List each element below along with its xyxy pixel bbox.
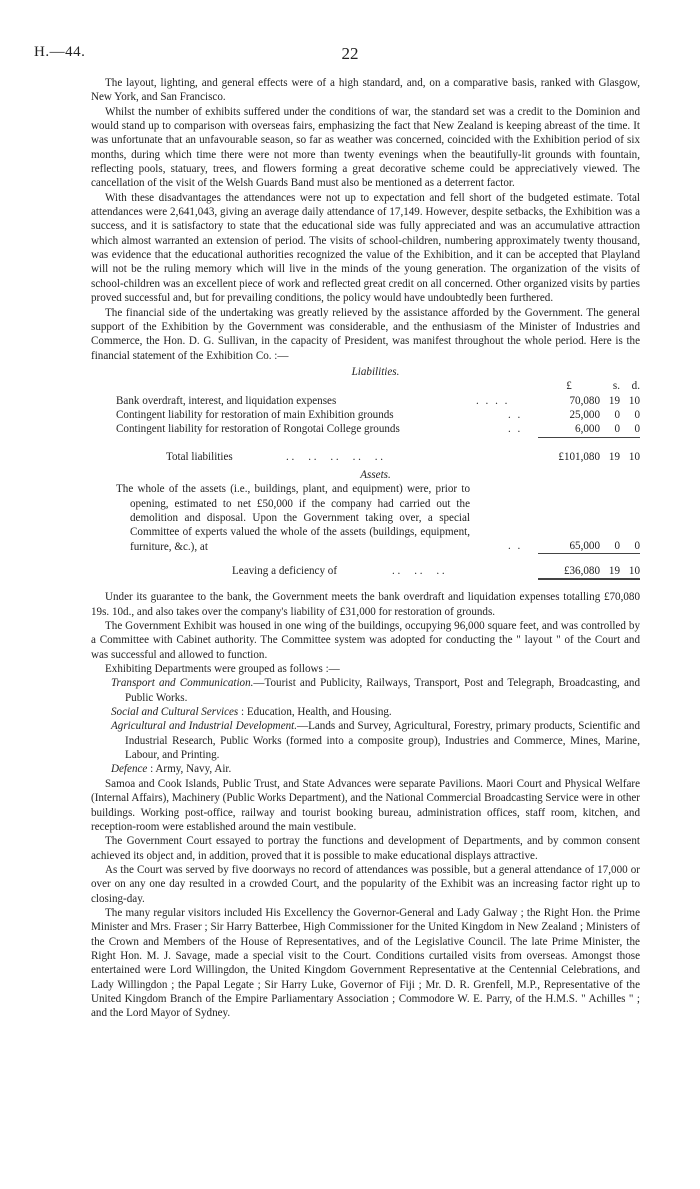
shillings-header: s. [612,380,620,393]
department-group [91,705,640,719]
paragraph-pavilions: Samoa and Cook Islands, Public Trust, and State Advances were separate Pavilions. Maori Court and Physical Welfare (Internal Affairs), Machinery (Public Works Department), and the National Commercial Broadcasting Service were in other buildings. Working post-office, railway and tourist booking bureau, administration offices, staff room, kitchen, and reception-room were established around the main vestibule. [91,777,640,833]
assets-shillings: 0 [600,539,620,554]
liability-row [116,408,640,422]
currency-header-row [116,379,640,393]
liability-pounds: 70,080 [569,394,600,407]
total-shillings: 19 [608,450,620,463]
leader-dots: . . [508,408,523,421]
liability-description: Bank overdraft, interest, and liquidation expenses [116,394,337,407]
paragraph-guarantee: Under its guarantee to the bank, the Government meets the bank overdraft and liquidation expenses totalling £70,080 19s. 10d., and also takes over the company's liability of £31,000 for restoration of grounds. [91,591,640,618]
department-group [91,676,640,705]
paragraph-financial: The financial side of the undertaking was greatly relieved by the assistance afforded by the Government. The general support of the Exhibition by the Government was considerable, and the enthusiasm of the Minister of Industries and Commerce, the Hon. D. G. Sullivan, in the capacity of President, was manifest throughout the whole period. Here is the financial statement of the Exhibition Co. :— [91,306,640,362]
paragraph-exhibits: Whilst the number of exhibits suffered under the conditions of war, the standard set was a credit to the Dominion and would stand up to comparison with overseas fairs, emphasizing the fact that New Zealand is keeping abreast of the time. It was unfortunate that an unfavourable season, so far as weather was concerned, coincided with the Exhibition period of six months, during which time there were not more than twenty evenings when the beautifully-lit grounds with fountain, reflecting pools, statuary, trees, and flowers forming a great decorative scheme could be appreciatively viewed. The cancellation of the visit of the Welsh Guards Band must also be mentioned as a deterrent factor. [91,105,640,190]
paragraph-attendances: With these disadvantages the attendances were not up to expectation and fell short of the budgeted estimate. Total attendances were 2,641,043, giving an average daily attendance of 17,149. However, despite setbacks, the Exhibition was a success, and it is satisfactory to state that the educational side was fully appreciated and was an accumulative attraction which almost warranted an extension of period. The visits of school-children, numbering approximately twenty thousand, was evidence that the educational authorities recognized the value of the Exhibition, and it can be accepted that Playland will not be the ruling memory which will live in the minds of the young generation. The organization of the visits of school-children was an excellent piece of work and reflected great credit on all concerned. Other organized visits by parties proved successful and, but for prevailing conditions, the policy would have undoubtedly been furthered. [91,191,640,305]
body-text [91,76,640,1021]
total-liabilities-row [116,450,640,464]
group-name: Transport and Communication. [111,677,254,690]
liabilities-table [116,379,640,464]
liability-pence: 0 [620,422,640,437]
assets-pounds: 65,000 [538,539,600,554]
page-header [0,44,700,64]
department-group [91,719,640,762]
group-separator: : [147,763,156,776]
pence-header: d. [631,380,640,393]
deficiency-table [116,564,640,580]
paragraph-government-exhibit: The Government Exhibit was housed in one wing of the buildings, occupying 96,000 square feet, and was controlled by a Committee with Cabinet authority. The Committee system was adopted for conducting the " layout " of the Court and was successful and allowed to function. [91,620,640,661]
liabilities-heading: Liabilities. [351,365,400,378]
liability-row [116,394,640,408]
deficiency-pounds: £36,080 [538,564,600,580]
liability-row [116,422,640,437]
paragraph-departments-intro: Exhibiting Departments were grouped as follows :— [105,663,340,676]
group-items: Education, Health, and Housing. [246,706,392,719]
liability-description: Contingent liability for restoration of Rongotai College grounds [116,423,400,436]
group-name: Agricultural and Industrial Development. [111,720,298,733]
leader-dots: . . [508,539,523,552]
deficiency-pence: 10 [620,564,640,580]
deficiency-label: Leaving a deficiency of [232,565,338,577]
group-items: Army, Navy, Air. [155,763,232,776]
paragraph-government-court: The Government Court essayed to portray the functions and development of Departments, and by common consent achieved its object and, in addition, proved that it is possible to make educational displays attractive. [91,835,640,862]
departments-list [91,676,640,776]
group-separator: — [297,720,309,733]
group-items: Tourist and Publicity, Railways, Transport, Post and Telegraph, Broadcasting, and Public Works. [125,677,640,704]
leader-dots: . . [508,423,523,436]
deficiency-row [116,564,640,580]
assets-heading: Assets. [360,468,391,481]
group-items: Lands and Survey, Agricultural, Forestry, primary products, Scientific and Industrial Research, Public Works (formed into a composite group), Industries and Commerce, Mines, Marine, Labour, and Printing. [125,720,640,762]
liability-pounds: 25,000 [569,408,600,421]
group-name: Defence [111,763,148,776]
paragraph-doorways: As the Court was served by five doorways no record of attendances was possible, but a general attendance of 17,000 or over on any one day resulted in a crowded Court, and the popularity of the Exhibit was an increasing factor right up to closing-day. [91,863,640,905]
liability-shillings: 0 [614,408,620,421]
pounds-header: £ [566,380,572,393]
total-label: Total liabilities [166,450,233,463]
page-number: 22 [341,44,359,63]
total-pounds: £101,080 [558,450,600,463]
paragraph-layout: The layout, lighting, and general effects were of a high standard, and, on a comparative basis, ranked with Glasgow, New York, and San Francisco. [91,77,640,104]
assets-pence: 0 [620,539,640,554]
leader-dots: . . . . . . [392,565,445,577]
group-name: Social and Cultural Services [111,706,239,719]
total-pence: 10 [628,450,640,463]
assets-row [116,482,640,554]
leader-dots: . . . . [476,394,510,407]
liability-shillings: 19 [608,394,620,407]
department-group [91,762,640,776]
liability-description: Contingent liability for restoration of main Exhibition grounds [116,408,394,421]
assets-description: The whole of the assets (i.e., buildings, plant, and equipment) were, prior to opening, estimated to net £50,000 if the company had carried out the demolition and disposal. Upon the Government taking over, a special Committee of experts valued the whole of the assets (buildings, equipment, furniture, &c.), at [116,483,470,553]
liability-pence: 0 [634,408,640,421]
group-separator: : [238,706,247,719]
liability-pence: 10 [628,394,640,407]
document-reference: H.—44. [34,44,86,60]
liability-pounds: 6,000 [538,422,600,437]
paragraph-visitors: The many regular visitors included His Excellency the Governor-General and Lady Galway ; the Right Hon. the Prime Minister and Mrs. Fraser ; Sir Harry Batterbee, High Commissioner for the United Kingdom in New Zealand ; Ministers of the Crown and Members of the House of Representatives, and of the Legislative Council. The late Prime Minister, the Right Hon. M. J. Savage, made a special visit to the Court. Conditions curtailed visits from overseas. Amongst those entertained were Lord Willingdon, the United Kingdom Government Representative at the Centennial Celebrations, and Lady Willingdon ; the Papal Legate ; Sir Harry Luke, Governor of Fiji ; Mr. D. R. Grenfell, M.P., Representative of the United Kingdom Branch of the Empire Parliamentary Association ; Commodore W. E. Parry, of the H.M.S. " Achilles " ; and the Lord Mayor of Sydney. [91,906,640,1020]
deficiency-shillings: 19 [600,564,620,580]
liability-shillings: 0 [600,422,620,437]
group-separator: — [253,677,265,690]
leader-dots: . . . . . . . . . . [286,450,384,463]
